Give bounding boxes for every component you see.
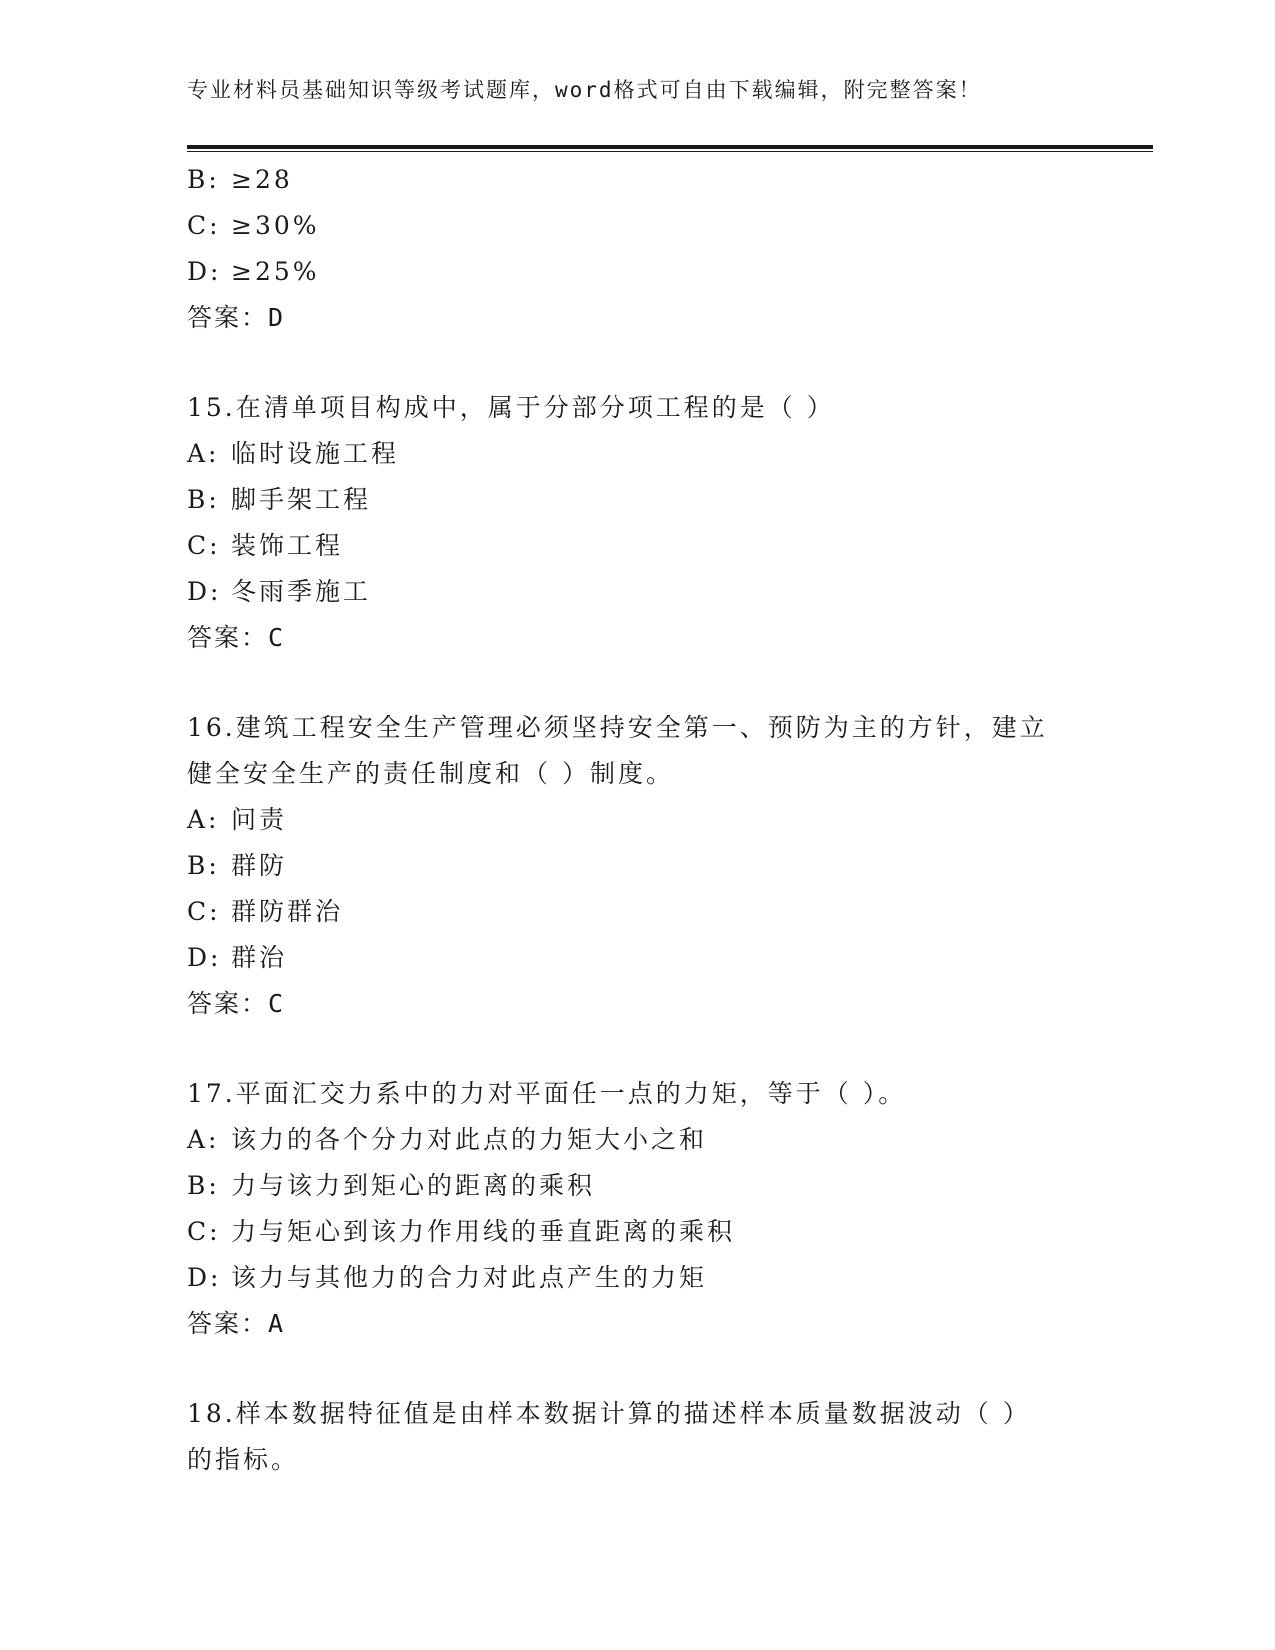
answer-line [187, 615, 1087, 661]
option-letter: A: [187, 439, 220, 468]
option-text: 装饰工程 [231, 531, 344, 560]
option-text: 群治 [231, 943, 288, 972]
answer-label: 答案： [187, 1309, 269, 1338]
page-header-title: 专业材料员基础知识等级考试题库，word格式可自由下载编辑，附完整答案！ [187, 78, 982, 102]
option-text: 临时设施工程 [231, 439, 400, 468]
option-line [187, 1255, 1087, 1301]
option-text: ≥28 [231, 165, 293, 194]
option-line [187, 889, 1087, 935]
option-line [187, 935, 1087, 981]
option-line [187, 569, 1087, 615]
option-line [187, 523, 1087, 569]
option-letter: A: [187, 805, 220, 834]
answer-label: 答案： [187, 989, 269, 1018]
option-text: 群防 [231, 851, 288, 880]
header-rule-thick [187, 145, 1153, 149]
answer-line [187, 295, 1087, 341]
option-line [187, 203, 1087, 249]
option-text: 该力与其他力的合力对此点产生的力矩 [231, 1263, 708, 1292]
question-stem: 17.平面汇交力系中的力对平面任一点的力矩，等于（ ）。 [187, 1079, 907, 1108]
option-letter: D: [187, 577, 222, 606]
question-stem: 16.建筑工程安全生产管理必须坚持安全第一、预防为主的方针，建立 [187, 713, 1048, 742]
option-text: 力与该力到矩心的距离的乘积 [231, 1171, 596, 1200]
option-text: ≥30% [231, 211, 320, 240]
option-letter: A: [187, 1125, 220, 1154]
option-letter: C: [187, 211, 221, 240]
answer-value: C [268, 989, 286, 1018]
question-stem: 15.在清单项目构成中，属于分部分项工程的是（ ） [187, 393, 835, 422]
option-text: 群防群治 [231, 897, 344, 926]
option-line [187, 477, 1087, 523]
answer-label: 答案： [187, 623, 269, 652]
question-stem: 18.样本数据特征值是由样本数据计算的描述样本质量数据波动（ ） [187, 1399, 1031, 1428]
answer-value: C [268, 623, 286, 652]
option-line [187, 157, 1087, 203]
option-text: 该力的各个分力对此点的力矩大小之和 [231, 1125, 708, 1154]
header-rule-thin [187, 151, 1153, 152]
option-letter: D: [187, 1263, 222, 1292]
question-content [187, 157, 1087, 1483]
option-letter: B: [187, 165, 220, 194]
option-line [187, 1163, 1087, 1209]
option-text: 脚手架工程 [231, 485, 372, 514]
option-line [187, 431, 1087, 477]
option-letter: B: [187, 851, 220, 880]
option-text: 力与矩心到该力作用线的垂直距离的乘积 [231, 1217, 736, 1246]
option-letter: C: [187, 897, 221, 926]
option-line [187, 843, 1087, 889]
answer-label: 答案： [187, 303, 269, 332]
answer-line [187, 1301, 1087, 1347]
option-line [187, 1117, 1087, 1163]
answer-value: A [268, 1309, 286, 1338]
option-line [187, 797, 1087, 843]
option-letter: B: [187, 485, 220, 514]
option-letter: D: [187, 943, 222, 972]
option-line [187, 249, 1087, 295]
option-letter: C: [187, 531, 221, 560]
question-16 [187, 705, 1087, 1027]
answer-value: D [268, 303, 286, 332]
option-text: 冬雨季施工 [231, 577, 372, 606]
option-text: ≥25% [231, 257, 320, 286]
option-text: 问责 [231, 805, 288, 834]
question-stem-continued: 健全安全生产的责任制度和（ ）制度。 [187, 759, 674, 788]
question-17 [187, 1071, 1087, 1347]
option-letter: C: [187, 1217, 221, 1246]
question-15 [187, 385, 1087, 661]
option-letter: D: [187, 257, 222, 286]
option-letter: B: [187, 1171, 220, 1200]
answer-line [187, 981, 1087, 1027]
option-line [187, 1209, 1087, 1255]
question-18 [187, 1391, 1087, 1483]
carryover-block [187, 157, 1087, 341]
question-stem-continued: 的指标。 [187, 1445, 300, 1474]
